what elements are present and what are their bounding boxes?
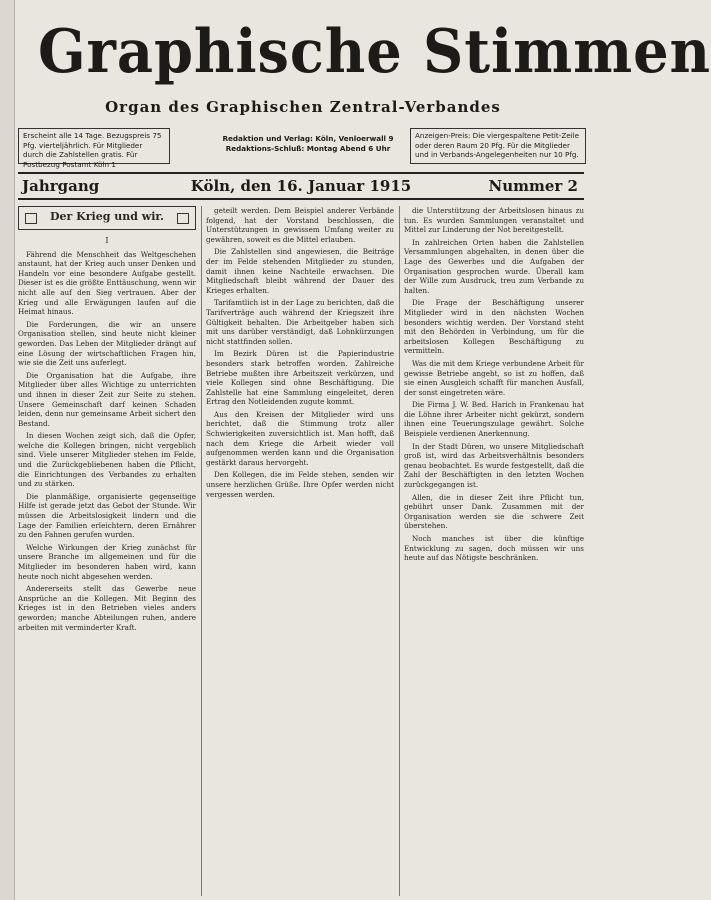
subscription-info: Erscheint alle 14 Tage. Bezugspreis 75 Pfg. vierteljährlich. Für Mitglieder durch die Zahlstellen gratis. Für Postbezug Postamt Köln 1	[18, 128, 170, 164]
masthead	[18, 14, 711, 92]
issue-number: Nummer 2	[488, 177, 578, 195]
paragraph: geteilt werden. Dem Beispiel anderer Verbände folgend, hat der Vorstand beschlossen, die Unterstützungen in gewissem Umfang weiter zu gewähren, soweit es die Mittel erlauben.	[206, 206, 394, 244]
section-number: I	[105, 236, 109, 245]
column-rule	[201, 206, 202, 896]
paragraph: In der Stadt Düren, wo unsere Mitgliedschaft groß ist, wird das Arbeitsverhältnis besonders genau beobachtet. Es wurde festgestellt, daß die Zahl der Beschäftigten in den letzten Wochen zurückgegangen ist.	[404, 441, 584, 490]
ornament-square-icon	[177, 213, 189, 224]
column-rule	[399, 206, 400, 896]
newspaper-title: Graphische Stimmen	[37, 17, 711, 87]
paragraph: Die Firma J. W. Bed. Harich in Frankenau hat die Löhne ihrer Arbeiter nicht gekürzt, sondern ihnen eine Teuerungszulage gewährt. Solche Beispiele verdienen Anerkennung.	[404, 400, 584, 439]
paragraph: In zahlreichen Orten haben die Zahlstellen Versammlungen abgehalten, in denen über die Lage des Gewerbes und die Aufgaben der Organisation gesprochen wurde. Überall kam der Wille zum Ausdruck, treu zum Verbande zu halten.	[404, 237, 584, 295]
paragraph: Aus den Kreisen der Mitglieder wird uns berichtet, daß die Stimmung trotz aller Schwierigkeiten zuversichtlich ist. Man hofft, daß nach dem Kriege die Arbeit wieder voll aufgenommen werden kann und die Organisation gestärkt daraus hervorgeht.	[206, 409, 394, 467]
paragraph: Im Bezirk Düren ist die Papierindustrie besonders stark betroffen worden. Zahlreiche Betriebe mußten ihre Arbeitszeit verkürzen, und viele Kollegen sind ohne Beschäftigung. Die Zahlstelle hat eine Sammlung eingeleitet, deren Ertrag den Notleidenden zugute kommt.	[206, 349, 394, 407]
paragraph: Die planmäßige, organisierte gegenseitige Hilfe ist gerade jetzt das Gebot der Stunde. Wir müssen die Arbeitslosigkeit lindern und die Lage der Familien erleichtern, deren Ernährer zu den Fahnen gerufen wurden.	[18, 491, 196, 540]
paragraph: Fährend die Menschheit das Weltgeschehen anstaunt, hat der Krieg auch unser Denken und Handeln vor eine besondere Aufgabe gestellt. Dieser ist es die größte Enttäuschung, wenn wir nicht alle auf den Sieg vertrauen. Aber der Krieg und alle Erwägungen laufen auf die Heimat hinaus.	[18, 249, 196, 317]
column-2	[206, 206, 394, 896]
dateline	[18, 172, 584, 200]
article-headline-box	[18, 206, 196, 230]
paragraph: In diesen Wochen zeigt sich, daß die Opfer, welche die Kollegen bringen, nicht vergeblich sind. Viele unserer Mitglieder stehen im Felde, und die Zurückgebliebenen haben die Pflicht, die Einrichtungen des Verbandes zu erhalten und zu stärken.	[18, 431, 196, 489]
paragraph: Allen, die in dieser Zeit ihre Pflicht tun, gebührt unser Dank. Zusammen mit der Organisation werden sie die schwere Zeit überstehen.	[404, 492, 584, 531]
paragraph: Die Frage der Beschäftigung unserer Mitglieder wird in den nächsten Wochen besonders wichtig werden. Der Vorstand steht mit den Behörden in Verbindung, um für die arbeitslosen Kollegen Beschäftigung zu vermitteln.	[404, 298, 584, 356]
paragraph: Die Forderungen, die wir an unsere Organisation stellen, sind heute nicht kleiner geworden. Das Leben der Mitglieder drängt auf eine Lösung der wirtschaftlichen Fragen hin, wie sie die Zeit uns auferlegt.	[18, 319, 196, 368]
paragraph: Den Kollegen, die im Felde stehen, senden wir unsere herzlichen Grüße. Ihre Opfer werden nicht vergessen werden.	[206, 470, 394, 499]
paragraph: die Unterstützung der Arbeitslosen hinaus zu tun. Es wurden Sammlungen veranstaltet und Mittel zur Linderung der Not bereitgestellt.	[404, 206, 584, 235]
paragraph: Andererseits stellt das Gewerbe neue Ansprüche an die Kollegen. Mit Beginn des Krieges ist in den Betrieben vieles anders geworden; manche Abteilungen ruhen, andere arbeiten mit verminderter Kraft.	[18, 584, 196, 632]
editorial-address: Redaktion und Verlag: Köln, Venloerwall 9	[222, 134, 394, 143]
issue-date: Köln, den 16. Januar 1915	[190, 177, 412, 195]
article-columns	[18, 206, 584, 896]
newspaper-subtitle: Organ des Graphischen Zentral-Verbandes	[105, 98, 501, 116]
paragraph: Tarifamtlich ist in der Lage zu berichten, daß die Tarifverträge auch während der Kriegszeit ihre Gültigkeit behalten. Die Arbeitgeber haben sich mit uns darüber verständigt, daß Lohnkürzungen nicht stattfinden sollen.	[206, 298, 394, 346]
article-headline: Der Krieg und wir.	[50, 210, 164, 223]
editorial-info	[208, 132, 408, 162]
advertising-info: Anzeigen-Preis: Die viergespaltene Petit-Zeile oder deren Raum 20 Pfg. Für die Mitglieder und in Verbands-Angelegenheiten nur 10 Pfg.	[410, 128, 586, 164]
paragraph: Was die mit dem Kriege verbundene Arbeit für gewisse Betriebe angeht, so ist zu hoffen, daß sie einen Ausgleich schafft für manchen Ausfall, der sonst eingetreten wäre.	[404, 358, 584, 397]
column-1	[18, 206, 196, 896]
paragraph: Noch manches ist über die künftige Entwicklung zu sagen, doch müssen wir uns heute auf das Nötigste beschränken.	[404, 534, 584, 563]
paragraph: Die Zahlstellen sind angewiesen, die Beiträge der im Felde stehenden Mitglieder zu stunden, damit ihnen keine Nachteile erwachsen. Die Mitgliedschaft bleibt während der Dauer des Krieges erhalten.	[206, 247, 394, 295]
volume-label: Jahrgang	[22, 177, 100, 195]
previous-page-edge	[0, 0, 15, 900]
editorial-deadline: Redaktions-Schluß: Montag Abend 6 Uhr	[225, 143, 391, 153]
column-3	[404, 206, 584, 896]
paragraph: Die Organisation hat die Aufgabe, ihre Mitglieder über alles Wichtige zu unterrichten und ihnen in dieser Zeit zur Seite zu stehen. Unsere Gemeinschaft darf keinen Schaden leiden, denn nur gemeinsame Arbeit sichert den Bestand.	[18, 370, 196, 428]
info-bar	[18, 128, 584, 169]
ornament-square-icon	[25, 213, 37, 224]
paragraph: Welche Wirkungen der Krieg zunächst für unsere Branche im allgemeinen und für die Mitglieder im besonderen haben wird, kann heute noch nicht abgesehen werden.	[18, 542, 196, 581]
